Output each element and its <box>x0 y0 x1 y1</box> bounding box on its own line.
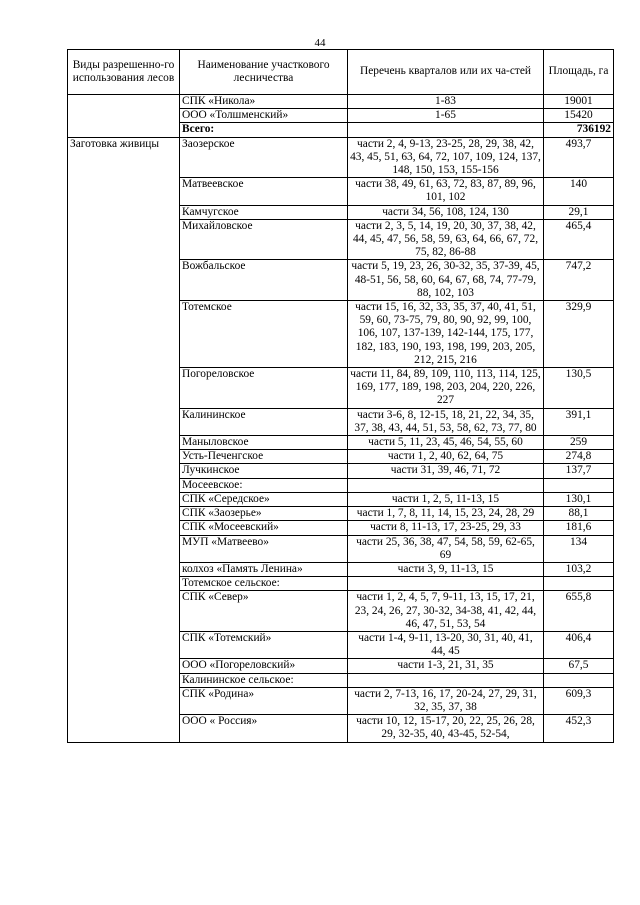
cell-area: 137,7 <box>544 464 614 478</box>
header-quarters: Перечень кварталов или их ча-стей <box>348 50 544 95</box>
cell-quarters: части 5, 19, 23, 26, 30-32, 35, 37-39, 45, 48-51, 56, 58, 60, 64, 67, 68, 74, 77-79, 88, 102, 103 <box>348 260 544 301</box>
cell-name: СПК «Заозерье» <box>180 507 348 521</box>
cell-area: 329,9 <box>544 301 614 368</box>
cell-area: 493,7 <box>544 137 614 178</box>
cell-area: 67,5 <box>544 659 614 673</box>
cell-area <box>544 673 614 687</box>
cell-use <box>68 95 180 138</box>
cell-quarters: части 1, 2, 5, 11-13, 15 <box>348 492 544 506</box>
cell-area: 15420 <box>544 109 614 123</box>
cell-name: Михайловское <box>180 219 348 260</box>
cell-name: Калининское <box>180 408 348 435</box>
cell-area: 103,2 <box>544 562 614 576</box>
cell-area: 88,1 <box>544 507 614 521</box>
cell-area: 391,1 <box>544 408 614 435</box>
cell-area <box>544 577 614 591</box>
cell-area: 609,3 <box>544 687 614 714</box>
cell-name: МУП «Матвеево» <box>180 535 348 562</box>
cell-quarters: 1-65 <box>348 109 544 123</box>
cell-quarters <box>348 577 544 591</box>
cell-quarters: части 3-6, 8, 12-15, 18, 21, 22, 34, 35, 37, 38, 43, 44, 51, 53, 58, 62, 73, 77, 80 <box>348 408 544 435</box>
cell-quarters: части 15, 16, 32, 33, 35, 37, 40, 41, 51, 59, 60, 73-75, 79, 80, 90, 92, 99, 100, 106, 107, 137-139, 142-144, 175, 177, 182, 183, 190, 193, 198, 199, 203, 205, 212, 215, 216 <box>348 301 544 368</box>
cell-quarters: части 1, 7, 8, 11, 14, 15, 23, 24, 28, 29 <box>348 507 544 521</box>
cell-name: Лучкинское <box>180 464 348 478</box>
cell-quarters: части 31, 39, 46, 71, 72 <box>348 464 544 478</box>
cell-quarters: части 2, 7-13, 16, 17, 20-24, 27, 29, 31, 32, 35, 37, 38 <box>348 687 544 714</box>
cell-name: СПК «Никола» <box>180 95 348 109</box>
cell-quarters <box>348 673 544 687</box>
cell-area: 140 <box>544 178 614 205</box>
cell-area: 130,5 <box>544 368 614 409</box>
cell-name: Тотемское сельское: <box>180 577 348 591</box>
table-body <box>68 95 614 743</box>
cell-name: Погореловское <box>180 368 348 409</box>
cell-use: Заготовка живицы <box>68 137 180 742</box>
cell-name: Камчугское <box>180 205 348 219</box>
header-name: Наименование участкового лесничества <box>180 50 348 95</box>
cell-area: 181,6 <box>544 521 614 535</box>
cell-name: Калининское сельское: <box>180 673 348 687</box>
cell-quarters: 1-83 <box>348 95 544 109</box>
cell-quarters <box>348 123 544 137</box>
cell-quarters: части 1, 2, 4, 5, 7, 9-11, 13, 15, 17, 21, 23, 24, 26, 27, 30-32, 34-38, 41, 42, 44, 46, 47, 51, 53, 54 <box>348 591 544 632</box>
cell-name: Матвеевское <box>180 178 348 205</box>
cell-area: 747,2 <box>544 260 614 301</box>
cell-area: 452,3 <box>544 715 614 742</box>
forest-use-table <box>67 49 614 743</box>
cell-area: 274,8 <box>544 450 614 464</box>
cell-quarters: части 8, 11-13, 17, 23-25, 29, 33 <box>348 521 544 535</box>
cell-name: ООО « Россия» <box>180 715 348 742</box>
cell-quarters: части 3, 9, 11-13, 15 <box>348 562 544 576</box>
table-row <box>68 95 614 109</box>
cell-name: Тотемское <box>180 301 348 368</box>
cell-quarters: части 1-3, 21, 31, 35 <box>348 659 544 673</box>
cell-name: СПК «Середское» <box>180 492 348 506</box>
cell-area <box>544 478 614 492</box>
cell-quarters: части 38, 49, 61, 63, 72, 83, 87, 89, 96, 101, 102 <box>348 178 544 205</box>
cell-name: Усть-Печенгское <box>180 450 348 464</box>
cell-area: 406,4 <box>544 631 614 658</box>
cell-quarters: части 5, 11, 23, 45, 46, 54, 55, 60 <box>348 436 544 450</box>
cell-area: 134 <box>544 535 614 562</box>
cell-quarters: части 34, 56, 108, 124, 130 <box>348 205 544 219</box>
cell-area: 259 <box>544 436 614 450</box>
cell-name: ООО «Толшменский» <box>180 109 348 123</box>
cell-quarters <box>348 478 544 492</box>
table-row <box>68 137 614 178</box>
cell-area: 130,1 <box>544 492 614 506</box>
cell-quarters: части 10, 12, 15-17, 20, 22, 25, 26, 28, 29, 32-35, 40, 43-45, 52-54, <box>348 715 544 742</box>
total-label: Всего: <box>180 123 348 137</box>
cell-name: Маныловское <box>180 436 348 450</box>
total-area: 736192 <box>544 123 614 137</box>
cell-area: 655,8 <box>544 591 614 632</box>
cell-area: 29,1 <box>544 205 614 219</box>
cell-quarters: части 1-4, 9-11, 13-20, 30, 31, 40, 41, 44, 45 <box>348 631 544 658</box>
table-header-row <box>68 50 614 95</box>
cell-name: СПК «Север» <box>180 591 348 632</box>
cell-area: 465,4 <box>544 219 614 260</box>
cell-area: 19001 <box>544 95 614 109</box>
cell-quarters: части 1, 2, 40, 62, 64, 75 <box>348 450 544 464</box>
header-area: Площадь, га <box>544 50 614 95</box>
cell-name: колхоз «Память Ленина» <box>180 562 348 576</box>
page-number: 44 <box>314 37 326 49</box>
cell-name: СПК «Мосеевский» <box>180 521 348 535</box>
cell-name: ООО «Погореловский» <box>180 659 348 673</box>
cell-name: СПК «Тотемский» <box>180 631 348 658</box>
cell-quarters: части 2, 4, 9-13, 23-25, 28, 29, 38, 42, 43, 45, 51, 63, 64, 72, 107, 109, 124, 137, 148, 150, 153, 155-156 <box>348 137 544 178</box>
cell-name: Заозерское <box>180 137 348 178</box>
cell-quarters: части 11, 84, 89, 109, 110, 113, 114, 125, 169, 177, 189, 198, 203, 204, 220, 226, 227 <box>348 368 544 409</box>
cell-name: Мосеевское: <box>180 478 348 492</box>
cell-quarters: части 2, 3, 5, 14, 19, 20, 30, 37, 38, 42, 44, 45, 47, 56, 58, 59, 63, 64, 66, 67, 72, 75, 82, 86-88 <box>348 219 544 260</box>
header-use: Виды разрешенно-го использования лесов <box>68 50 180 95</box>
cell-name: СПК «Родина» <box>180 687 348 714</box>
cell-name: Вожбальское <box>180 260 348 301</box>
cell-quarters: части 25, 36, 38, 47, 54, 58, 59, 62-65, 69 <box>348 535 544 562</box>
